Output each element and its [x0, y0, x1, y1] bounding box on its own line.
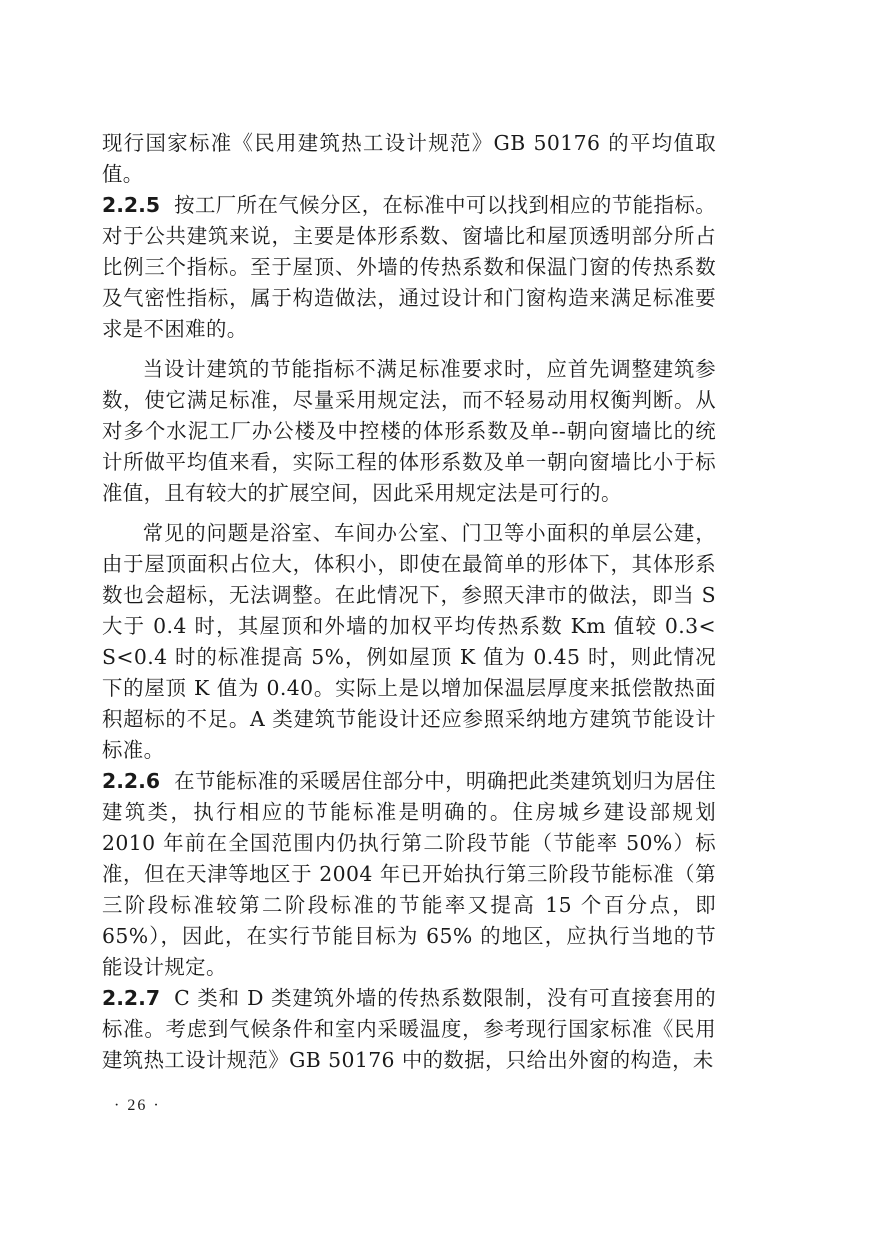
paragraph-design-parameters	[102, 354, 716, 509]
paragraph-common-issues	[102, 518, 716, 766]
page-body	[102, 128, 716, 1076]
paragraph-section-2-2-6	[102, 766, 716, 983]
section-number: 2.2.6	[102, 769, 161, 793]
paragraph-text: 当设计建筑的节能指标不满足标准要求时，应首先调整建筑参数，使它满足标准，尽量采用规定法，而不轻易动用权衡判断。从对多个水泥工厂办公楼及中控楼的体形系数及单--朝向窗墙比的统计所做平均值来看，实际工程的体形系数及单一朝向窗墙比小于标准值，且有较大的扩展空间，因此采用规定法是可行的。	[102, 357, 716, 505]
paragraph-section-2-2-5	[102, 190, 716, 345]
paragraph-text: 按工厂所在气候分区，在标准中可以找到相应的节能指标。对于公共建筑来说，主要是体形系数、窗墙比和屋顶透明部分所占比例三个指标。至于屋顶、外墙的传热系数和保温门窗的传热系数及气密性指标，属于构造做法，通过设计和门窗构造来满足标准要求是不困难的。	[102, 193, 716, 341]
page-number: · 26 ·	[114, 1097, 161, 1114]
paragraph-text: 在节能标准的采暖居住部分中，明确把此类建筑划归为居住建筑类，执行相应的节能标准是明确的。住房城乡建设部规划 2010 年前在全国范围内仍执行第二阶段节能（节能率 50%）标准，但在天津等地区于 2004 年已开始执行第三阶段节能标准（第三阶段标准较第二阶段标准的节能率又提高 15 个百分点，即 65%），因此，在实行节能目标为 65% 的地区，应执行当地的节能设计规定。	[102, 769, 716, 979]
paragraph-section-2-2-7	[102, 983, 716, 1076]
paragraph-text: C 类和 D 类建筑外墙的传热系数限制，没有可直接套用的标准。考虑到气候条件和室内采暖温度，参考现行国家标准《民用建筑热工设计规范》GB 50176 中的数据，只给出外窗的构造，未	[102, 986, 716, 1072]
section-number: 2.2.7	[102, 986, 161, 1010]
paragraph-text: 常见的问题是浴室、车间办公室、门卫等小面积的单层公建，由于屋顶面积占位大，体积小，即使在最简单的形体下，其体形系数也会超标，无法调整。在此情况下，参照天津市的做法，即当 S 大于 0.4 时，其屋顶和外墙的加权平均传热系数 Km 值较 0.3< S<0.4 时的标准提高 5%，例如屋顶 K 值为 0.45 时，则此情况下的屋顶 K 值为 0.40。实际上是以增加保温层厚度来抵偿散热面积超标的不足。A 类建筑节能设计还应参照采纳地方建筑节能设计标准。	[102, 521, 716, 762]
paragraph-continuation	[102, 128, 716, 190]
paragraph-text: 现行国家标准《民用建筑热工设计规范》GB 50176 的平均值取值。	[102, 131, 716, 186]
section-number: 2.2.5	[102, 193, 161, 217]
